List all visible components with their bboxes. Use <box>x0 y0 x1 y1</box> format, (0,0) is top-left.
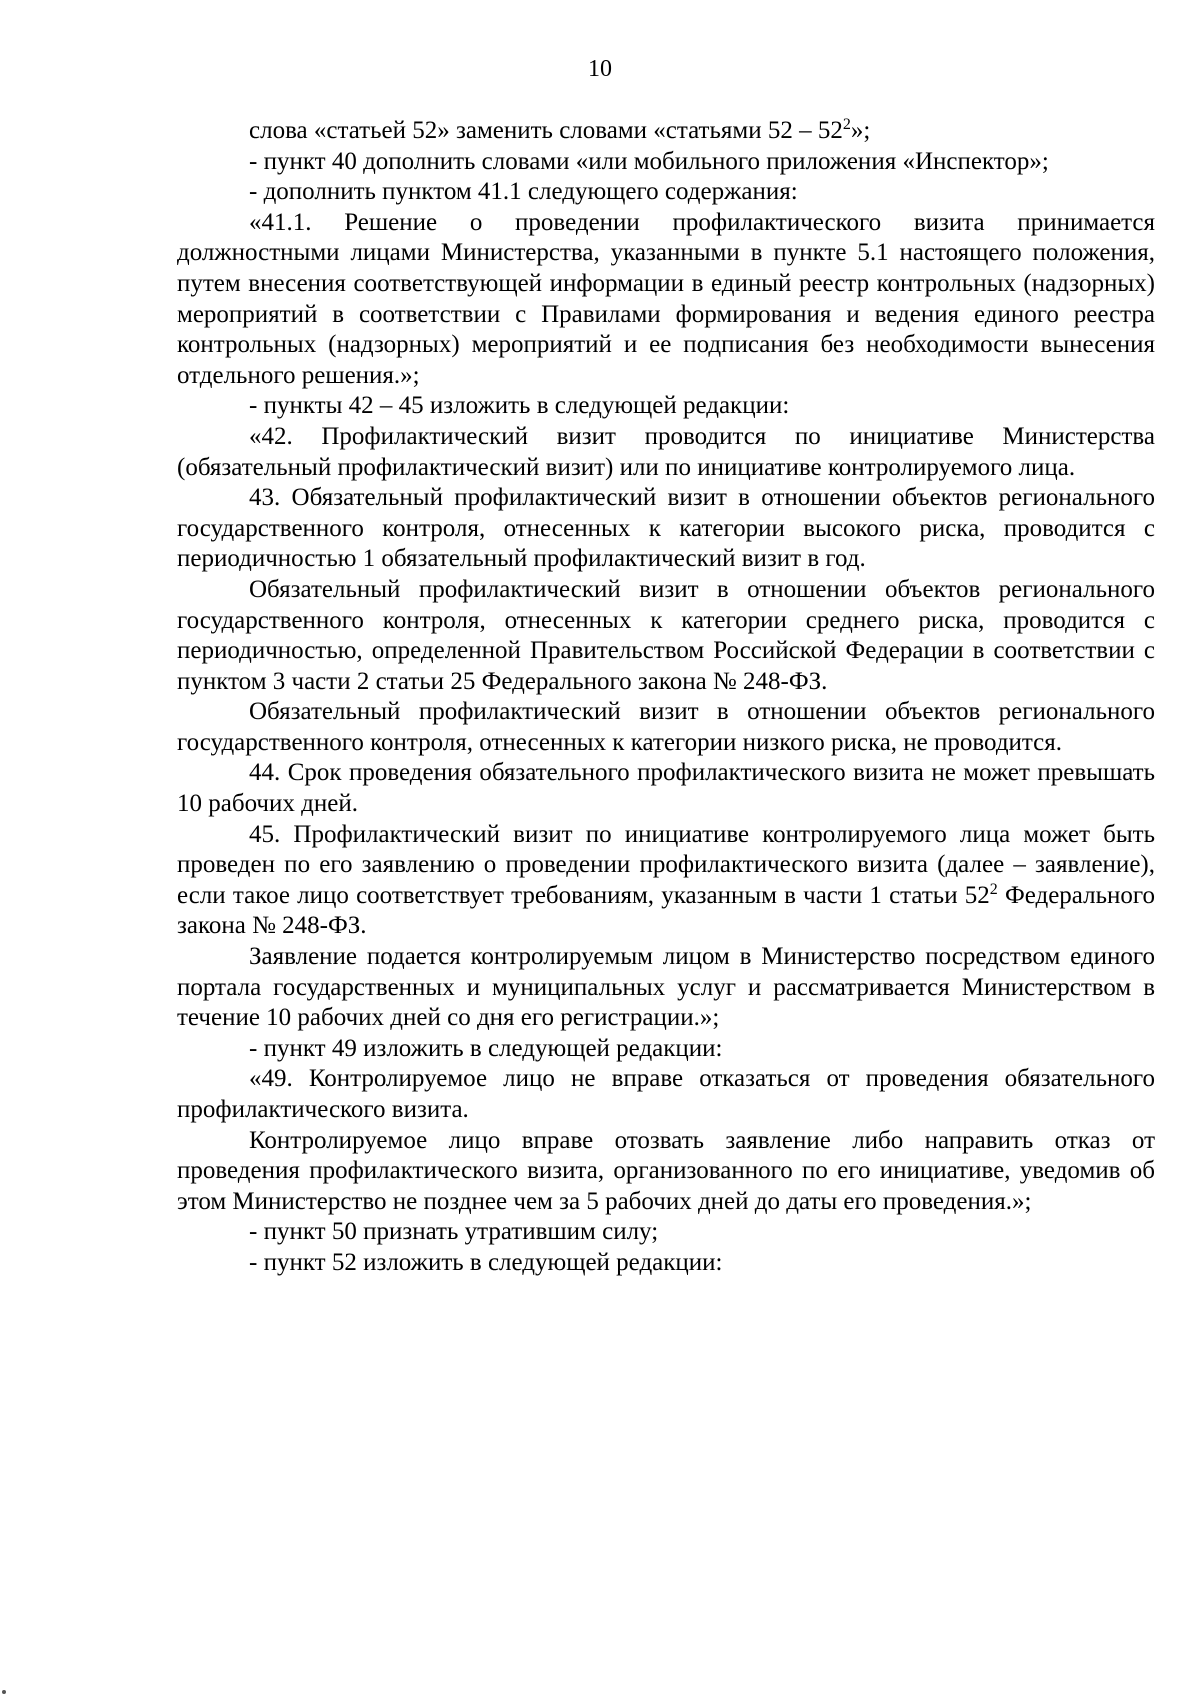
page-number: 10 <box>588 56 612 82</box>
paragraph-41-1: «41.1. Решение о проведении профилактического визита принимается должностными лицами Министерства, указанными в пункте 5.1 настоящего положения, путем внесения соответствующей информации в единый реестр контрольных (надзорных) мероприятий в соответствии с Правилами формирования и ведения единого реестра контрольных (надзорных) мероприятий и ее подписания без необходимости вынесения отдельного решения.»; <box>177 208 1155 389</box>
paragraph-43: 43. Обязательный профилактический визит в отношении объектов регионального государственного контроля, отнесенных к категории высокого риска, проводится с периодичностью 1 обязательный профилактический визит в год. <box>177 484 1155 573</box>
paragraph-45: 45. Профилактический визит по инициативе контролируемого лица может быть проведен по его заявлению о проведении профилактического визита (далее – заявление), если такое лицо соответствует требованиям, указанным в части 1 статьи $52^2$ Федерального закона № 248-ФЗ. <box>177 820 1155 940</box>
paragraph-49: «49. Контролируемое лицо не вправе отказаться от проведения обязательного профилактического визита. <box>177 1065 1155 1123</box>
paragraph-punkty-42-45-intro: - пункты 42 – 45 изложить в следующей редакции: <box>249 392 790 420</box>
paragraph-statia-52: слова «статьей 52» заменить словами «статьями $52 - 52^2$»; <box>249 116 871 144</box>
paragraph-43-medium-risk: Обязательный профилактический визит в отношении объектов регионального государственного контроля, отнесенных к категории среднего риска, проводится с периодичностью, определенной Правительством Российской Федерации в соответствии с пунктом 3 части 2 статьи 25 Федерального закона № 248-ФЗ. <box>177 575 1155 695</box>
paragraph-45-application: Заявление подается контролируемым лицом в Министерство посредством единого портала государственных и муниципальных услуг и рассматривается Министерством в течение 10 рабочих дней со дня его регистрации.»; <box>177 943 1155 1032</box>
scan-speck <box>2 1690 6 1694</box>
paragraph-punkt-52-intro: - пункт 52 изложить в следующей редакции: <box>249 1248 723 1276</box>
document-body <box>177 116 1155 1279</box>
paragraph-44: 44. Срок проведения обязательного профилактического визита не может превышать 10 рабочих дней. <box>177 759 1155 818</box>
paragraph-punkt-40: - пункт 40 дополнить словами «или мобильного приложения «Инспектор»; <box>249 147 1049 175</box>
paragraph-49-withdraw: Контролируемое лицо вправе отозвать заявление либо направить отказ от проведения профилактического визита, организованного по его инициативе, уведомив об этом Министерство не позднее чем за 5 рабочих дней до даты его проведения.»; <box>177 1126 1155 1215</box>
paragraph-punkt-49-intro: - пункт 49 изложить в следующей редакции: <box>249 1034 723 1062</box>
paragraph-punkt-41-1-intro: - дополнить пунктом 41.1 следующего содержания: <box>249 178 798 206</box>
paragraph-43-low-risk: Обязательный профилактический визит в отношении объектов регионального государственного контроля, отнесенных к категории низкого риска, не проводится. <box>177 698 1155 756</box>
paragraph-punkt-50: - пункт 50 признать утратившим силу; <box>249 1218 659 1246</box>
paragraph-42: «42. Профилактический визит проводится по инициативе Министерства (обязательный профилактический визит) или по инициативе контролируемого лица. <box>177 422 1155 481</box>
